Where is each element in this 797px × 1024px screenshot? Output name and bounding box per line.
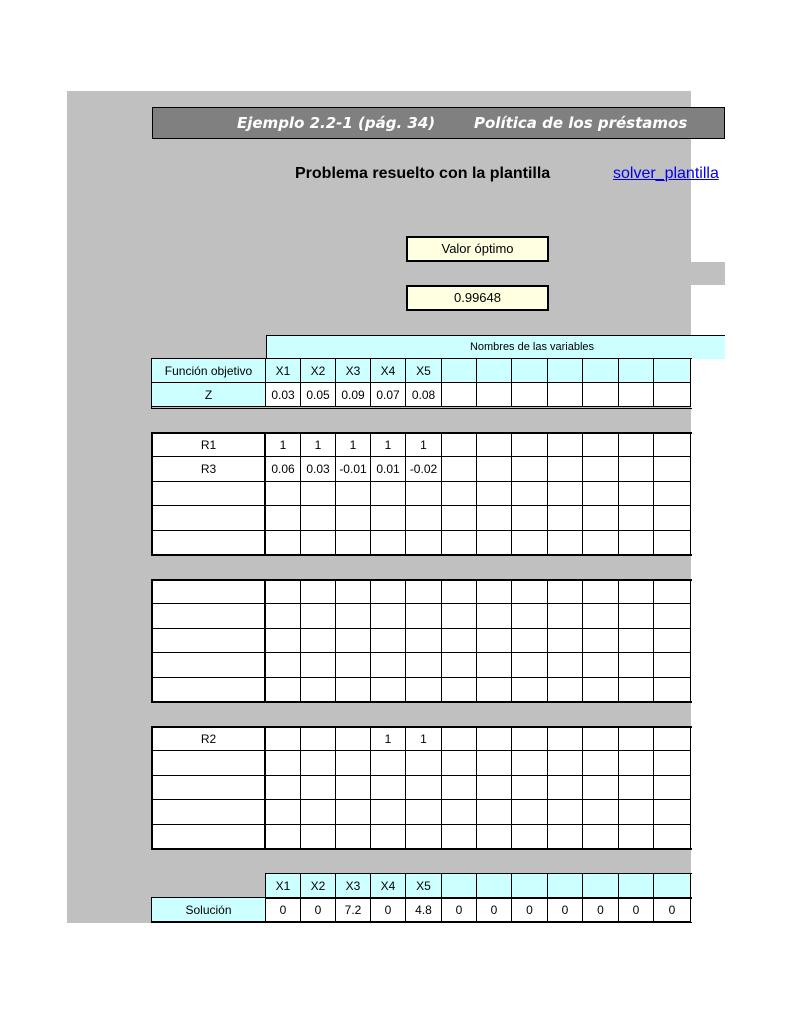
constraint-label[interactable] bbox=[152, 580, 266, 604]
label-divider bbox=[264, 432, 266, 556]
solution-variable-cell: X1 bbox=[266, 874, 301, 898]
constraint-coefficient-cell[interactable] bbox=[266, 629, 301, 653]
constraint-coefficient-cell[interactable] bbox=[477, 776, 512, 800]
objective-coefficient-cell[interactable] bbox=[512, 383, 548, 407]
solution-value-cell[interactable]: 0 bbox=[583, 898, 619, 922]
constraint-coefficient-cell[interactable] bbox=[477, 604, 512, 628]
constraint-coefficient-cell[interactable] bbox=[336, 580, 371, 604]
constraint-coefficient-cell[interactable]: -0.02 bbox=[406, 457, 442, 481]
constraint-coefficient-cell[interactable] bbox=[548, 457, 583, 481]
constraint-coefficient-cell[interactable] bbox=[406, 800, 442, 824]
constraint-coefficient-cell[interactable] bbox=[654, 825, 691, 849]
variable-name-cell[interactable]: X2 bbox=[301, 359, 336, 383]
constraint-coefficient-cell[interactable] bbox=[371, 482, 406, 506]
constraint-coefficient-cell[interactable] bbox=[619, 653, 654, 677]
constraint-coefficient-cell[interactable] bbox=[548, 531, 583, 555]
constraint-coefficient-cell[interactable] bbox=[266, 678, 301, 702]
constraint-coefficient-cell[interactable] bbox=[301, 531, 336, 555]
constraint-coefficient-cell[interactable] bbox=[619, 482, 654, 506]
constraint-label[interactable]: R2 bbox=[152, 727, 266, 751]
variable-name-cell[interactable] bbox=[654, 359, 691, 383]
constraint-coefficient-cell[interactable]: 1 bbox=[336, 433, 371, 457]
solution-value-cell[interactable]: 0 bbox=[266, 898, 301, 922]
constraint-label[interactable] bbox=[152, 653, 266, 677]
objective-coefficient-cell[interactable] bbox=[548, 383, 583, 407]
constraint-coefficient-cell[interactable] bbox=[619, 678, 654, 702]
constraint-coefficient-cell[interactable] bbox=[442, 800, 477, 824]
constraint-coefficient-cell[interactable] bbox=[654, 457, 691, 481]
constraint-coefficient-cell[interactable] bbox=[654, 580, 691, 604]
constraint-coefficient-cell[interactable] bbox=[512, 457, 548, 481]
constraint-coefficient-cell[interactable] bbox=[512, 629, 548, 653]
constraint-label[interactable] bbox=[152, 482, 266, 506]
constraint-coefficient-cell[interactable] bbox=[406, 629, 442, 653]
constraint-coefficient-cell[interactable] bbox=[583, 580, 619, 604]
label-divider bbox=[264, 579, 266, 703]
constraint-coefficient-cell[interactable] bbox=[371, 800, 406, 824]
constraint-coefficient-cell[interactable] bbox=[371, 751, 406, 775]
constraint-coefficient-cell[interactable]: 1 bbox=[301, 433, 336, 457]
constraint-coefficient-cell[interactable]: 1 bbox=[406, 727, 442, 751]
constraint-coefficient-cell[interactable] bbox=[619, 457, 654, 481]
constraint-coefficient-cell[interactable] bbox=[406, 653, 442, 677]
constraint-coefficient-cell[interactable] bbox=[654, 727, 691, 751]
constraint-coefficient-cell[interactable] bbox=[583, 653, 619, 677]
solution-value-cell[interactable]: 0 bbox=[654, 898, 691, 922]
constraint-coefficient-cell[interactable] bbox=[654, 433, 691, 457]
constraint-coefficient-cell[interactable] bbox=[371, 678, 406, 702]
constraint-coefficient-cell[interactable]: 1 bbox=[406, 433, 442, 457]
variables-header bbox=[266, 335, 725, 359]
constraint-coefficient-cell[interactable] bbox=[301, 482, 336, 506]
constraint-label[interactable] bbox=[152, 678, 266, 702]
constraint-coefficient-cell[interactable] bbox=[548, 825, 583, 849]
variable-name-cell[interactable] bbox=[583, 359, 619, 383]
constraint-coefficient-cell[interactable] bbox=[548, 751, 583, 775]
variable-name-cell[interactable] bbox=[619, 359, 654, 383]
constraint-coefficient-cell[interactable] bbox=[477, 531, 512, 555]
solution-variable-cell bbox=[477, 874, 512, 898]
constraint-coefficient-cell[interactable] bbox=[442, 580, 477, 604]
objective-label: Función objetivo bbox=[152, 359, 266, 383]
variable-name-cell[interactable] bbox=[477, 359, 512, 383]
objective-coefficient-cell[interactable] bbox=[477, 383, 512, 407]
constraint-coefficient-cell[interactable] bbox=[442, 629, 477, 653]
constraint-coefficient-cell[interactable] bbox=[654, 800, 691, 824]
constraint-coefficient-cell[interactable] bbox=[266, 653, 301, 677]
variable-name-cell[interactable] bbox=[512, 359, 548, 383]
title-bar bbox=[152, 107, 725, 139]
constraint-coefficient-cell[interactable] bbox=[266, 825, 301, 849]
constraint-coefficient-cell[interactable] bbox=[548, 433, 583, 457]
constraint-coefficient-cell[interactable] bbox=[301, 506, 336, 530]
constraint-label[interactable] bbox=[152, 629, 266, 653]
constraint-coefficient-cell[interactable] bbox=[371, 825, 406, 849]
constraint-coefficient-cell[interactable] bbox=[654, 653, 691, 677]
constraint-coefficient-cell[interactable] bbox=[442, 751, 477, 775]
solution-value-cell[interactable]: 0 bbox=[442, 898, 477, 922]
constraint-coefficient-cell[interactable] bbox=[477, 433, 512, 457]
constraint-coefficient-cell[interactable] bbox=[301, 825, 336, 849]
constraint-coefficient-cell[interactable] bbox=[619, 433, 654, 457]
template-link[interactable]: solver_plantilla bbox=[613, 165, 719, 182]
constraint-coefficient-cell[interactable] bbox=[477, 727, 512, 751]
constraint-coefficient-cell[interactable] bbox=[301, 629, 336, 653]
constraint-coefficient-cell[interactable] bbox=[583, 457, 619, 481]
constraint-coefficient-cell[interactable] bbox=[548, 629, 583, 653]
constraint-coefficient-cell[interactable] bbox=[301, 580, 336, 604]
constraint-coefficient-cell[interactable] bbox=[371, 776, 406, 800]
constraint-coefficient-cell[interactable] bbox=[477, 506, 512, 530]
solution-variable-cell bbox=[583, 874, 619, 898]
constraint-coefficient-cell[interactable] bbox=[266, 751, 301, 775]
constraint-coefficient-cell[interactable] bbox=[619, 751, 654, 775]
constraint-coefficient-cell[interactable] bbox=[583, 604, 619, 628]
constraint-coefficient-cell[interactable] bbox=[548, 678, 583, 702]
constraint-coefficient-cell[interactable] bbox=[512, 653, 548, 677]
title-example: Ejemplo 2.2-1 (pág. 34) bbox=[237, 114, 436, 132]
subtitle: Problema resuelto con la plantilla bbox=[295, 165, 551, 182]
objective-coefficient-cell[interactable]: 0.09 bbox=[336, 383, 371, 407]
constraint-coefficient-cell[interactable] bbox=[654, 629, 691, 653]
constraint-coefficient-cell[interactable] bbox=[442, 678, 477, 702]
objective-coefficient-cell[interactable] bbox=[442, 383, 477, 407]
constraint-coefficient-cell[interactable] bbox=[266, 482, 301, 506]
constraint-coefficient-cell[interactable] bbox=[512, 776, 548, 800]
constraint-coefficient-cell[interactable]: 0.01 bbox=[371, 457, 406, 481]
constraint-coefficient-cell[interactable] bbox=[371, 506, 406, 530]
constraint-coefficient-cell[interactable] bbox=[619, 531, 654, 555]
solution-variable-cell bbox=[548, 874, 583, 898]
constraint-coefficient-cell[interactable]: 1 bbox=[266, 433, 301, 457]
solution-value-cell[interactable]: 0 bbox=[548, 898, 583, 922]
constraint-coefficient-cell[interactable] bbox=[619, 776, 654, 800]
solution-value-cell[interactable]: 7.2 bbox=[336, 898, 371, 922]
title-topic: Política de los préstamos bbox=[474, 114, 688, 132]
constraint-coefficient-cell[interactable] bbox=[442, 506, 477, 530]
constraint-coefficient-cell[interactable] bbox=[619, 825, 654, 849]
constraint-coefficient-cell[interactable] bbox=[548, 800, 583, 824]
constraint-coefficient-cell[interactable] bbox=[442, 457, 477, 481]
solution-variable-cell: X3 bbox=[336, 874, 371, 898]
constraint-coefficient-cell[interactable] bbox=[548, 580, 583, 604]
solution-variable-cell bbox=[442, 874, 477, 898]
constraint-label[interactable]: R1 bbox=[152, 433, 266, 457]
constraint-coefficient-cell[interactable] bbox=[336, 531, 371, 555]
constraint-coefficient-cell[interactable] bbox=[512, 727, 548, 751]
constraint-coefficient-cell[interactable] bbox=[406, 604, 442, 628]
variable-name-cell[interactable]: X1 bbox=[266, 359, 301, 383]
constraint-coefficient-cell[interactable] bbox=[442, 482, 477, 506]
constraint-coefficient-cell[interactable] bbox=[548, 776, 583, 800]
solution-label: Solución bbox=[152, 898, 266, 922]
constraint-coefficient-cell[interactable] bbox=[371, 629, 406, 653]
constraint-coefficient-cell[interactable] bbox=[654, 482, 691, 506]
constraint-coefficient-cell[interactable]: 1 bbox=[371, 727, 406, 751]
constraint-coefficient-cell[interactable]: 0.06 bbox=[266, 457, 301, 481]
constraint-coefficient-cell[interactable] bbox=[336, 678, 371, 702]
constraint-coefficient-cell[interactable] bbox=[654, 751, 691, 775]
constraint-coefficient-cell[interactable] bbox=[336, 751, 371, 775]
constraint-coefficient-cell[interactable] bbox=[371, 531, 406, 555]
constraint-coefficient-cell[interactable] bbox=[512, 751, 548, 775]
constraint-coefficient-cell[interactable] bbox=[583, 482, 619, 506]
constraint-coefficient-cell[interactable] bbox=[406, 678, 442, 702]
constraint-coefficient-cell[interactable] bbox=[654, 604, 691, 628]
objective-coefficient-cell[interactable] bbox=[654, 383, 691, 407]
constraint-coefficient-cell[interactable] bbox=[512, 433, 548, 457]
label-divider bbox=[264, 726, 266, 850]
variable-name-cell[interactable] bbox=[548, 359, 583, 383]
constraint-coefficient-cell[interactable] bbox=[301, 604, 336, 628]
constraint-coefficient-cell[interactable] bbox=[371, 653, 406, 677]
constraint-coefficient-cell[interactable] bbox=[654, 506, 691, 530]
constraint-coefficient-cell[interactable] bbox=[477, 457, 512, 481]
constraint-coefficient-cell[interactable] bbox=[512, 531, 548, 555]
constraint-coefficient-cell[interactable] bbox=[336, 653, 371, 677]
constraint-coefficient-cell[interactable] bbox=[266, 727, 301, 751]
constraint-coefficient-cell[interactable] bbox=[336, 800, 371, 824]
constraint-label[interactable] bbox=[152, 604, 266, 628]
constraint-coefficient-cell[interactable] bbox=[442, 433, 477, 457]
constraint-coefficient-cell[interactable] bbox=[442, 604, 477, 628]
constraint-coefficient-cell[interactable] bbox=[619, 580, 654, 604]
constraint-coefficient-cell[interactable] bbox=[406, 580, 442, 604]
constraint-coefficient-cell[interactable] bbox=[654, 531, 691, 555]
constraint-coefficient-cell[interactable] bbox=[406, 776, 442, 800]
constraint-coefficient-cell[interactable] bbox=[583, 751, 619, 775]
constraint-coefficient-cell[interactable] bbox=[512, 506, 548, 530]
constraint-coefficient-cell[interactable] bbox=[548, 506, 583, 530]
constraint-coefficient-cell[interactable]: 0.03 bbox=[301, 457, 336, 481]
constraint-coefficient-cell[interactable] bbox=[442, 825, 477, 849]
objective-row-label: Z bbox=[152, 383, 266, 407]
constraint-coefficient-cell[interactable] bbox=[406, 531, 442, 555]
constraint-coefficient-cell[interactable] bbox=[301, 678, 336, 702]
constraint-coefficient-cell[interactable] bbox=[336, 727, 371, 751]
solution-value-cell[interactable]: 0 bbox=[477, 898, 512, 922]
constraint-coefficient-cell[interactable] bbox=[654, 776, 691, 800]
constraint-coefficient-cell[interactable] bbox=[548, 727, 583, 751]
constraint-coefficient-cell[interactable] bbox=[442, 776, 477, 800]
solution-variable-cell: X4 bbox=[371, 874, 406, 898]
constraint-coefficient-cell[interactable] bbox=[371, 604, 406, 628]
constraint-coefficient-cell[interactable] bbox=[301, 727, 336, 751]
solution-variable-cell bbox=[619, 874, 654, 898]
constraint-coefficient-cell[interactable] bbox=[548, 653, 583, 677]
constraint-coefficient-cell[interactable] bbox=[583, 531, 619, 555]
constraint-coefficient-cell[interactable] bbox=[619, 506, 654, 530]
constraint-coefficient-cell[interactable] bbox=[266, 776, 301, 800]
solution-variable-cell: X2 bbox=[301, 874, 336, 898]
constraint-coefficient-cell[interactable] bbox=[301, 751, 336, 775]
solution-value-cell[interactable]: 4.8 bbox=[406, 898, 442, 922]
constraint-coefficient-cell[interactable]: 1 bbox=[371, 433, 406, 457]
variable-name-cell[interactable]: X5 bbox=[406, 359, 442, 383]
constraint-coefficient-cell[interactable] bbox=[583, 776, 619, 800]
constraint-coefficient-cell[interactable] bbox=[583, 629, 619, 653]
constraint-label[interactable] bbox=[152, 751, 266, 775]
objective-coefficient-cell[interactable] bbox=[619, 383, 654, 407]
constraint-coefficient-cell[interactable] bbox=[512, 678, 548, 702]
optimum-label: Valor óptimo bbox=[406, 236, 549, 262]
constraint-coefficient-cell[interactable] bbox=[619, 727, 654, 751]
constraint-coefficient-cell[interactable] bbox=[583, 727, 619, 751]
constraint-coefficient-cell[interactable] bbox=[336, 604, 371, 628]
objective-coefficient-cell[interactable]: 0.07 bbox=[371, 383, 406, 407]
solution-variable-cell bbox=[654, 874, 691, 898]
constraint-coefficient-cell[interactable] bbox=[301, 800, 336, 824]
constraint-coefficient-cell[interactable] bbox=[266, 531, 301, 555]
constraint-coefficient-cell[interactable] bbox=[619, 800, 654, 824]
constraint-coefficient-cell[interactable] bbox=[477, 678, 512, 702]
spreadsheet-background-extension bbox=[691, 262, 725, 285]
variable-name-cell[interactable] bbox=[442, 359, 477, 383]
constraint-coefficient-cell[interactable] bbox=[406, 825, 442, 849]
constraint-coefficient-cell[interactable] bbox=[512, 604, 548, 628]
constraint-coefficient-cell[interactable] bbox=[477, 653, 512, 677]
constraint-coefficient-cell[interactable] bbox=[336, 629, 371, 653]
constraint-coefficient-cell[interactable] bbox=[371, 580, 406, 604]
solution-value-cell[interactable]: 0 bbox=[619, 898, 654, 922]
objective-coefficient-cell[interactable] bbox=[583, 383, 619, 407]
constraint-coefficient-cell[interactable] bbox=[266, 604, 301, 628]
constraint-coefficient-cell[interactable] bbox=[336, 506, 371, 530]
constraint-label[interactable] bbox=[152, 506, 266, 530]
constraint-coefficient-cell[interactable] bbox=[548, 482, 583, 506]
constraint-coefficient-cell[interactable] bbox=[477, 751, 512, 775]
solution-variable-cell: X5 bbox=[406, 874, 442, 898]
constraint-coefficient-cell[interactable] bbox=[336, 825, 371, 849]
constraint-coefficient-cell[interactable] bbox=[583, 800, 619, 824]
constraint-coefficient-cell[interactable] bbox=[583, 678, 619, 702]
constraint-coefficient-cell[interactable] bbox=[442, 727, 477, 751]
constraint-coefficient-cell[interactable] bbox=[442, 531, 477, 555]
constraint-coefficient-cell[interactable] bbox=[477, 800, 512, 824]
solution-value-cell[interactable]: 0 bbox=[512, 898, 548, 922]
objective-coefficient-cell[interactable]: 0.03 bbox=[266, 383, 301, 407]
variables-header-label: Nombres de las variables bbox=[469, 341, 595, 353]
constraint-coefficient-cell[interactable] bbox=[512, 482, 548, 506]
constraint-coefficient-cell[interactable] bbox=[406, 482, 442, 506]
constraint-label[interactable] bbox=[152, 800, 266, 824]
constraint-coefficient-cell[interactable] bbox=[512, 800, 548, 824]
solution-value-cell[interactable]: 0 bbox=[371, 898, 406, 922]
constraint-coefficient-cell[interactable] bbox=[654, 678, 691, 702]
constraint-coefficient-cell[interactable] bbox=[336, 482, 371, 506]
constraint-coefficient-cell[interactable] bbox=[266, 580, 301, 604]
objective-coefficient-cell[interactable]: 0.08 bbox=[406, 383, 442, 407]
constraint-coefficient-cell[interactable] bbox=[619, 604, 654, 628]
variable-name-cell[interactable]: X3 bbox=[336, 359, 371, 383]
constraint-coefficient-cell[interactable] bbox=[301, 776, 336, 800]
constraint-coefficient-cell[interactable] bbox=[442, 653, 477, 677]
constraint-coefficient-cell[interactable] bbox=[548, 604, 583, 628]
constraint-coefficient-cell[interactable] bbox=[619, 629, 654, 653]
constraint-coefficient-cell[interactable] bbox=[512, 580, 548, 604]
constraint-coefficient-cell[interactable] bbox=[477, 825, 512, 849]
constraint-coefficient-cell[interactable] bbox=[406, 506, 442, 530]
constraint-coefficient-cell[interactable] bbox=[583, 433, 619, 457]
constraint-coefficient-cell[interactable] bbox=[477, 629, 512, 653]
constraint-label[interactable] bbox=[152, 776, 266, 800]
optimum-value[interactable]: 0.99648 bbox=[406, 285, 549, 311]
constraint-coefficient-cell[interactable] bbox=[477, 580, 512, 604]
solution-variable-cell bbox=[512, 874, 548, 898]
constraint-label[interactable]: R3 bbox=[152, 457, 266, 481]
constraint-coefficient-cell[interactable] bbox=[301, 653, 336, 677]
constraint-coefficient-cell[interactable] bbox=[336, 776, 371, 800]
constraint-coefficient-cell[interactable] bbox=[583, 825, 619, 849]
constraint-label[interactable] bbox=[152, 825, 266, 849]
constraint-label[interactable] bbox=[152, 531, 266, 555]
constraint-coefficient-cell[interactable] bbox=[266, 800, 301, 824]
objective-coefficient-cell[interactable]: 0.05 bbox=[301, 383, 336, 407]
constraint-coefficient-cell[interactable] bbox=[266, 506, 301, 530]
constraint-coefficient-cell[interactable] bbox=[477, 482, 512, 506]
solution-value-cell[interactable]: 0 bbox=[301, 898, 336, 922]
variable-name-cell[interactable]: X4 bbox=[371, 359, 406, 383]
constraint-coefficient-cell[interactable] bbox=[512, 825, 548, 849]
constraint-coefficient-cell[interactable] bbox=[406, 751, 442, 775]
constraint-coefficient-cell[interactable]: -0.01 bbox=[336, 457, 371, 481]
constraint-coefficient-cell[interactable] bbox=[583, 506, 619, 530]
